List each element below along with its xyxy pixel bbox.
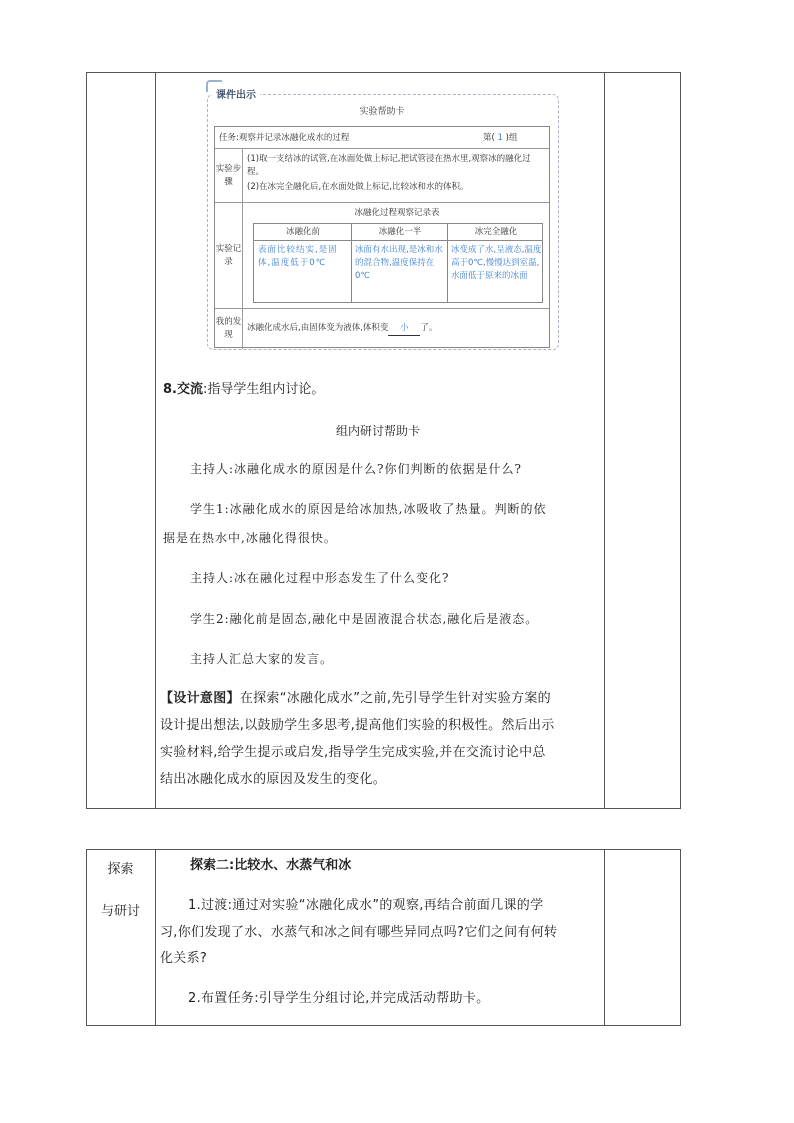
design-line-2: 设计提出想法,以鼓励学生多思考,提高他们实验的积极性。然后出示: [160, 718, 555, 733]
top-table-divider-left: [155, 72, 156, 809]
step-2: (2)在冰完全融化后,在水面处做上标记,比较冰和水的体积。: [247, 182, 469, 192]
section2-line-2: 习,你们发现了水、水蒸气和冰之间有哪些异同点吗?它们之间有何转: [160, 925, 558, 940]
design-line-3: 实验材料,给学生提示或启发,指导学生完成实验,并在交流讨论中总: [160, 745, 546, 760]
step-1: (1)取一支结冰的试管,在冰面处做上标记,把试管浸在热水里,观察冰的融化过程。: [247, 154, 531, 177]
task-text: 任务:观察并记录冰融化成水的过程: [219, 133, 350, 143]
section-label-1: 探索: [107, 862, 134, 877]
courseware-tag: 课件出示: [212, 86, 260, 101]
cell-before: 表面比较结实,是固体,温度低于0℃: [258, 245, 338, 268]
section2-line-1: 1.过渡:通过对实验“冰融化成水”的观察,再结合前面几课的学: [188, 898, 544, 913]
cell-full: 冰变成了水,呈液态,温度高于0℃,慢慢达到室温,水面低于原来的冰面: [451, 245, 542, 281]
design-label: 【设计意图】: [160, 691, 240, 706]
finding-row: [215, 309, 549, 349]
section2-line-4: 2.布置任务:引导学生分组讨论,并完成活动帮助卡。: [188, 991, 490, 1006]
section2-line-3: 化关系?: [160, 951, 208, 966]
finding-answer: 小: [388, 322, 420, 336]
dialogue-line-1: 主持人:冰融化成水的原因是什么?你们判断的依据是什么?: [190, 462, 522, 476]
exchange-line: 8.交流:指导学生组内讨论。: [163, 382, 325, 397]
discussion-card-title: 组内研讨帮助卡: [335, 424, 420, 438]
record-label: 实验记录: [215, 203, 243, 308]
exchange-heading: 8.交流: [163, 382, 203, 397]
bottom-table-divider-left: [155, 849, 156, 1026]
section-label-2: 与研讨: [100, 904, 140, 919]
experiment-help-card: [214, 126, 550, 348]
task-row: [215, 127, 549, 149]
finding-label: 我的发现: [215, 309, 243, 349]
dialogue-line-2: 学生1:冰融化成水的原因是给冰加热,冰吸收了热量。判断的依: [190, 502, 547, 516]
top-table-divider-right: [604, 72, 605, 809]
steps-label: 实验步骤: [215, 149, 243, 202]
cell-half: 冰面有水出现,是冰和水的混合物,温度保持在0℃: [355, 245, 443, 281]
group-label: 第( 1 )组: [483, 133, 518, 143]
col-header-3: 冰完全融化: [474, 227, 518, 237]
dialogue-line-6: 主持人汇总大家的发言。: [190, 652, 334, 666]
dialogue-line-4: 主持人:冰在融化过程中形态发生了什么变化?: [190, 571, 450, 585]
col-header-2: 冰融化一半: [378, 227, 422, 237]
bottom-table-divider-right: [604, 849, 605, 1026]
group-number: 1: [497, 133, 503, 143]
record-row: [215, 203, 549, 309]
record-table-title: 冰融化过程观察记录表: [354, 208, 440, 218]
design-line-1: 【设计意图】在探索“冰融化成水”之前,先引导学生针对实验方案的: [160, 691, 551, 706]
finding-text: 冰融化成水后,由固体变为液体,体积变 小 了。: [247, 322, 547, 336]
dialogue-line-3: 据是在热水中,冰融化得很快。: [163, 531, 337, 545]
record-table: [253, 223, 543, 303]
dialogue-line-5: 学生2:融化前是固态,融化中是固液混合状态,融化后是液态。: [190, 612, 539, 626]
steps-row: [215, 149, 549, 203]
card-title: 实验帮助卡: [359, 107, 405, 117]
col-header-1: 冰融化前: [285, 227, 320, 237]
section2-title: 探索二:比较水、水蒸气和冰: [190, 858, 352, 873]
design-line-4: 结出冰融化成水的原因及发生的变化。: [160, 772, 387, 787]
